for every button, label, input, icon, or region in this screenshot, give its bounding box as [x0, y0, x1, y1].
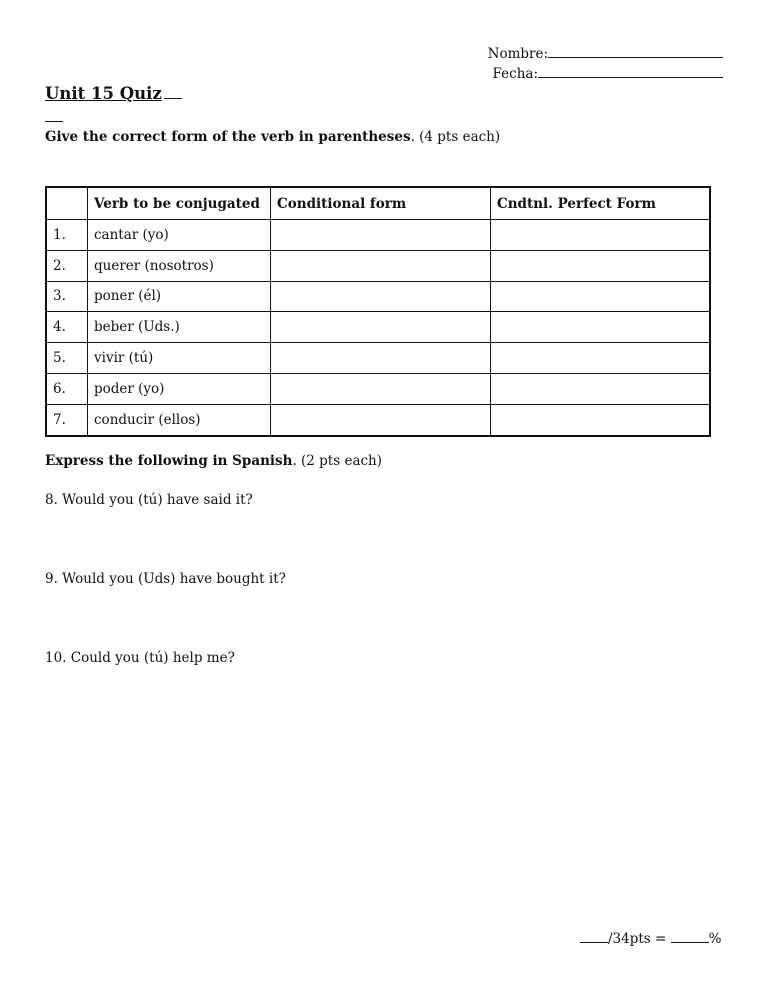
- conditional-answer-cell[interactable]: [271, 404, 491, 435]
- table-header-row: [46, 187, 710, 220]
- row-verb: poder (yo): [88, 373, 271, 404]
- name-blank[interactable]: [548, 44, 723, 58]
- date-row: [488, 64, 723, 84]
- row-verb: beber (Uds.): [88, 312, 271, 343]
- header-cell-perfect: Cndtnl. Perfect Form: [491, 187, 711, 220]
- perfect-answer-cell[interactable]: [491, 250, 711, 281]
- question-8: 8. Would you (tú) have said it?: [45, 492, 253, 508]
- table-row: [46, 373, 710, 404]
- score-total: /34pts =: [608, 931, 667, 947]
- section1-points: . (4 pts each): [410, 129, 501, 145]
- name-label: Nombre:: [487, 46, 548, 62]
- title-underline-stub: [45, 120, 63, 122]
- row-verb: querer (nosotros): [88, 250, 271, 281]
- row-number: 3.: [46, 281, 88, 312]
- date-label: Fecha:: [492, 66, 538, 82]
- table-row: [46, 220, 710, 251]
- title-underline: [164, 84, 182, 99]
- table-row: [46, 404, 710, 435]
- page-title: [45, 84, 182, 103]
- score-percent-sign: %: [708, 931, 722, 947]
- row-number: 7.: [46, 404, 88, 435]
- conjugation-table: [45, 186, 711, 437]
- perfect-answer-cell[interactable]: [491, 312, 711, 343]
- table-row: [46, 343, 710, 374]
- row-number: 2.: [46, 250, 88, 281]
- perfect-answer-cell[interactable]: [491, 220, 711, 251]
- row-number: 5.: [46, 343, 88, 374]
- perfect-answer-cell[interactable]: [491, 343, 711, 374]
- student-info: [488, 44, 723, 84]
- header-cell-verb: Verb to be conjugated: [88, 187, 271, 220]
- row-verb: cantar (yo): [88, 220, 271, 251]
- row-number: 4.: [46, 312, 88, 343]
- perfect-answer-cell[interactable]: [491, 281, 711, 312]
- section1-instruction-text: Give the correct form of the verb in parentheses: [45, 129, 411, 145]
- name-row: [488, 44, 723, 64]
- perfect-answer-cell[interactable]: [491, 404, 711, 435]
- perfect-answer-cell[interactable]: [491, 373, 711, 404]
- section2-points: . (2 pts each): [292, 453, 383, 469]
- conditional-answer-cell[interactable]: [271, 281, 491, 312]
- conditional-answer-cell[interactable]: [271, 250, 491, 281]
- conditional-answer-cell[interactable]: [271, 373, 491, 404]
- date-blank[interactable]: [538, 64, 723, 78]
- score-points-blank[interactable]: [580, 929, 608, 943]
- row-number: 6.: [46, 373, 88, 404]
- conditional-answer-cell[interactable]: [271, 220, 491, 251]
- score-percent-blank[interactable]: [671, 929, 709, 943]
- section2-instruction-text: Express the following in Spanish: [45, 453, 293, 469]
- row-verb: conducir (ellos): [88, 404, 271, 435]
- header-cell-conditional: Conditional form: [271, 187, 491, 220]
- title-text: Unit 15 Quiz: [45, 84, 162, 103]
- conditional-answer-cell[interactable]: [271, 343, 491, 374]
- row-verb: poner (él): [88, 281, 271, 312]
- table-row: [46, 250, 710, 281]
- table-row: [46, 281, 710, 312]
- question-10: 10. Could you (tú) help me?: [45, 650, 235, 666]
- row-number: 1.: [46, 220, 88, 251]
- row-verb: vivir (tú): [88, 343, 271, 374]
- conditional-answer-cell[interactable]: [271, 312, 491, 343]
- header-cell-number: [46, 187, 88, 220]
- question-9: 9. Would you (Uds) have bought it?: [45, 571, 286, 587]
- table-row: [46, 312, 710, 343]
- section1-instruction: [45, 129, 500, 145]
- score-line: [580, 929, 721, 947]
- section2-instruction: [45, 453, 382, 469]
